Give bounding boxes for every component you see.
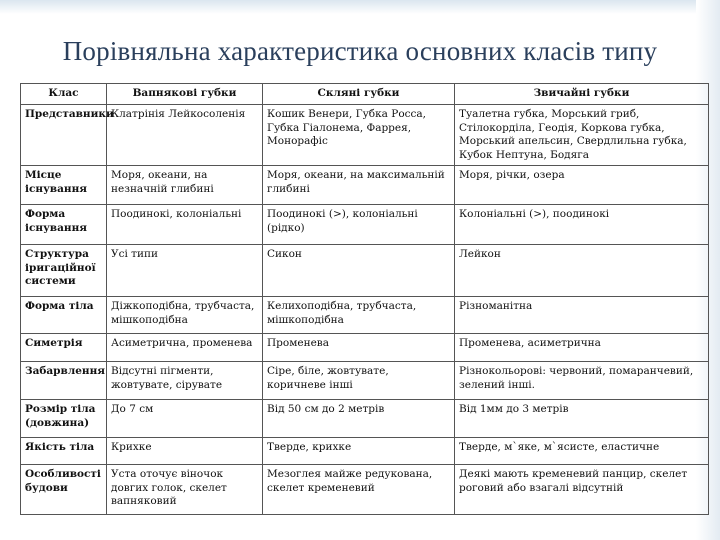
- table-cell: Кошик Венери, Губка Росса, Губка Гіалонема, Фаррея, Монорафіс: [263, 105, 455, 166]
- row-label: Розмір тіла (довжина): [21, 400, 107, 438]
- table-row: [21, 105, 709, 166]
- table-cell: Уста оточує віночок довгих голок, скелет вапняковий: [107, 465, 263, 515]
- table-cell: Усі типи: [107, 245, 263, 297]
- table-cell: Тверде, м`яке, м`ясисте, еластичне: [455, 438, 709, 465]
- table-cell: Відсутні пігменти, жовтувате, сірувате: [107, 362, 263, 400]
- header-calcareous: Вапнякові губки: [107, 84, 263, 105]
- table-cell: До 7 см: [107, 400, 263, 438]
- row-label: Місце існування: [21, 166, 107, 205]
- table-cell: Деякі мають кременевий панцир, скелет роговий або взагалі відсутній: [455, 465, 709, 515]
- page-title: Порівняльна характеристика основних класів типу: [62, 36, 658, 66]
- table-cell: Діжкоподібна, трубчаста, мішкоподібна: [107, 297, 263, 334]
- table-row: [21, 245, 709, 297]
- table-cell: Лейкон: [455, 245, 709, 297]
- table-cell: Тверде, крихке: [263, 438, 455, 465]
- row-label: Особливості будови: [21, 465, 107, 515]
- table-row: [21, 297, 709, 334]
- table-cell: Сикон: [263, 245, 455, 297]
- header-common: Звичайні губки: [455, 84, 709, 105]
- table-header: [21, 84, 709, 105]
- table-row: [21, 362, 709, 400]
- row-label: Симетрія: [21, 334, 107, 362]
- table-cell: Келихоподібна, трубчаста, мішкоподібна: [263, 297, 455, 334]
- row-label: Представники: [21, 105, 107, 166]
- table-cell: Клатрінія Лейкосоленія: [107, 105, 263, 166]
- table-row: [21, 400, 709, 438]
- table-cell: Поодинокі, колоніальні: [107, 205, 263, 245]
- table-body: [21, 105, 709, 515]
- table-row: [21, 166, 709, 205]
- table-cell: Променева, асиметрична: [455, 334, 709, 362]
- row-label: Забарвлення: [21, 362, 107, 400]
- table-cell: Поодинокі (>), колоніальні (рідко): [263, 205, 455, 245]
- table-cell: Моря, океани, на максимальній глибині: [263, 166, 455, 205]
- table-row: [21, 334, 709, 362]
- row-label: Якість тіла: [21, 438, 107, 465]
- table-row: [21, 438, 709, 465]
- comparison-table: [20, 83, 709, 515]
- table-cell: Моря, річки, озера: [455, 166, 709, 205]
- table-row: [21, 205, 709, 245]
- table-cell: Туалетна губка, Морський гриб, Стілокорділа, Геодія, Коркова губка, Морський апельсин, Свердлильна губка, Кубок Нептуна, Бодяга: [455, 105, 709, 166]
- table-cell: Сіре, біле, жовтувате, коричневе інші: [263, 362, 455, 400]
- table-cell: Різнокольорові: червоний, помаранчевий, зелений інші.: [455, 362, 709, 400]
- table-cell: Від 1мм до 3 метрів: [455, 400, 709, 438]
- table-cell: Мезоглея майже редукована, скелет кременевий: [263, 465, 455, 515]
- table-cell: Крихке: [107, 438, 263, 465]
- table-cell: Різноманітна: [455, 297, 709, 334]
- header-glass: Скляні губки: [263, 84, 455, 105]
- row-label: Структура іригаційної системи: [21, 245, 107, 297]
- top-decoration: [0, 0, 720, 14]
- header-class: Клас: [21, 84, 107, 105]
- table-cell: Колоніальні (>), поодинокі: [455, 205, 709, 245]
- table-cell: Від 50 см до 2 метрів: [263, 400, 455, 438]
- row-label: Форма існування: [21, 205, 107, 245]
- table-cell: Асиметрична, променева: [107, 334, 263, 362]
- table-row: [21, 465, 709, 515]
- row-label: Форма тіла: [21, 297, 107, 334]
- table-cell: Моря, океани, на незначній глибині: [107, 166, 263, 205]
- table-cell: Променева: [263, 334, 455, 362]
- header-row: [21, 84, 709, 105]
